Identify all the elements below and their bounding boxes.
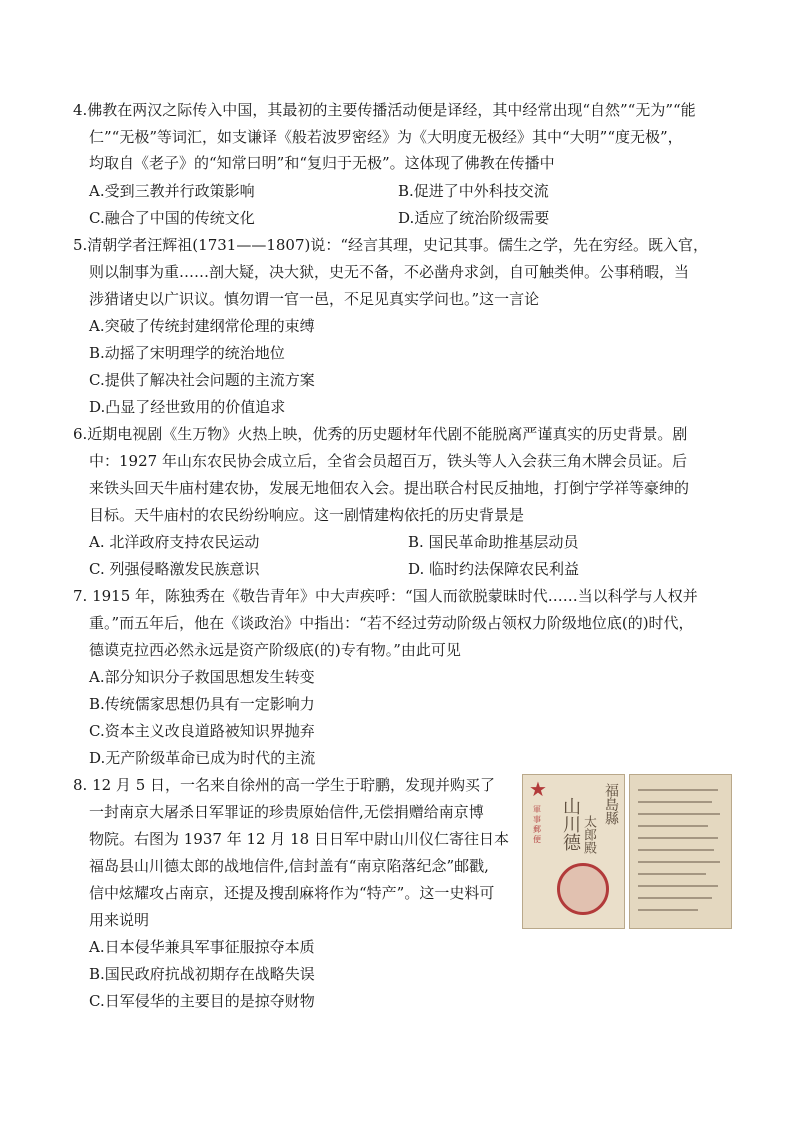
- q7-option-c: C.资本主义改良道路被知识界抛弃: [89, 722, 315, 740]
- nanjing-fall-postmark: [557, 863, 609, 915]
- q7-stem-line-1: 7. 1915 年，陈独秀在《敬告青年》中大声疾呼：“国人而欲脱蒙昧时代……当以科学与人权并: [73, 587, 698, 605]
- q4-option-c: C.融合了中国的传统文化: [89, 209, 255, 227]
- star-icon: ★: [529, 777, 547, 801]
- war-letter-photo: [522, 774, 732, 929]
- q4-stem-line-3: 均取自《老子》的“知常曰明”和“复归于无极”。这体现了佛教在传播中: [89, 154, 555, 172]
- q6-option-c: C. 列强侵略激发民族意识: [89, 560, 260, 578]
- q5-option-a: A.突破了传统封建纲常伦理的束缚: [89, 317, 315, 335]
- q5-option-b: B.动摇了宋明理学的统治地位: [89, 344, 285, 362]
- q6-stem-line-3: 来铁头回天牛庙村建农协，发展无地佃农入会。提出联合村民反抽地，打倒宁学祥等豪绅的: [89, 479, 690, 497]
- q8-stem-line-6: 用来说明: [89, 911, 150, 929]
- envelope-address-3: 太郎殿: [581, 815, 596, 854]
- q8-stem-line-5: 信中炫耀攻占南京，还提及搜刮麻将作为“特产”。这一史料可: [89, 884, 495, 902]
- q4-option-d: D.适应了统治阶级需要: [398, 209, 550, 227]
- q8-option-b: B.国民政府抗战初期存在战略失误: [89, 965, 315, 983]
- q6-option-d: D. 临时约法保障农民利益: [408, 560, 580, 578]
- q6-stem-line-4: 目标。天牛庙村的农民纷纷响应。这一剧情建构依托的历史背景是: [89, 506, 525, 524]
- q8-stem-line-3: 物院。右图为 1937 年 12 月 18 日日军中尉山川仪仁寄往日本: [89, 830, 509, 848]
- envelope-address-2: 山川德: [560, 797, 581, 851]
- q4-option-b: B.促进了中外科技交流: [398, 182, 549, 200]
- q8-stem-line-4: 福岛县山川德太郎的战地信件,信封盖有“南京陷落纪念”邮戳,: [89, 857, 489, 875]
- q5-stem-line-3: 涉猎诸史以广识议。慎勿谓一官一邑，不足见真实学问也。”这一言论: [89, 290, 540, 308]
- q8-stem-line-2: 一封南京大屠杀日军罪证的珍贵原始信件,无偿捐赠给南京博: [89, 803, 484, 821]
- q8-stem-line-1: 8. 12 月 5 日，一名来自徐州的高一学生于聍鹏，发现并购买了: [73, 776, 496, 794]
- q4-option-a: A.受到三教并行政策影响: [89, 182, 255, 200]
- q7-stem-line-2: 重。”而五年后，他在《谈政治》中指出：“若不经过劳动阶级占领权力阶级地位底(的)时代，: [89, 614, 694, 632]
- q6-stem-line-1: 6.近期电视剧《生万物》火热上映，优秀的历史题材年代剧不能脱离严谨真实的历史背景。剧: [73, 425, 688, 443]
- q6-stem-line-2: 中：1927 年山东农民协会成立后，全省会员超百万，铁头等人入会获三角木牌会员证。后: [89, 452, 687, 470]
- q5-option-c: C.提供了解决社会问题的主流方案: [89, 371, 315, 389]
- q7-stem-line-3: 德谟克拉西必然永远是资产阶级底(的)专有物。”由此可见: [89, 641, 461, 659]
- q6-option-a: A. 北洋政府支持农民运动: [89, 533, 260, 551]
- q5-option-d: D.凸显了经世致用的价值追求: [89, 398, 286, 416]
- q7-option-b: B.传统儒家思想仍具有一定影响力: [89, 695, 315, 713]
- envelope-image: [522, 774, 625, 929]
- military-mail-mark: 軍事郵便: [533, 805, 541, 844]
- q7-option-a: A.部分知识分子救国思想发生转变: [89, 668, 315, 686]
- q5-stem-line-1: 5.清朝学者汪辉祖(1731——1807)说：“经言其理，史记其事。儒生之学，先在穷经。既入官，: [73, 236, 709, 254]
- q7-option-d: D.无产阶级革命已成为时代的主流: [89, 749, 316, 767]
- q4-stem-line-1: 4.佛教在两汉之际传入中国，其最初的主要传播活动便是译经，其中经常出现“自然”“无为”“能: [73, 101, 696, 119]
- q6-option-b: B. 国民革命助推基层动员: [408, 533, 579, 551]
- letter-page-image: [629, 774, 732, 929]
- q4-stem-line-2: 仁”“无极”等词汇，如支谦译《般若波罗密经》为《大明度无极经》其中“大明”“度无极”，: [89, 128, 683, 146]
- envelope-address-1: 福島縣: [603, 783, 619, 825]
- q5-stem-line-2: 则以制事为重……剖大疑，决大狱，史无不备，不必凿舟求剑，自可触类伸。公事稍暇，当: [89, 263, 690, 281]
- q8-option-a: A.日本侵华兼具军事征服掠夺本质: [89, 938, 315, 956]
- q8-option-c: C.日军侵华的主要目的是掠夺财物: [89, 992, 315, 1010]
